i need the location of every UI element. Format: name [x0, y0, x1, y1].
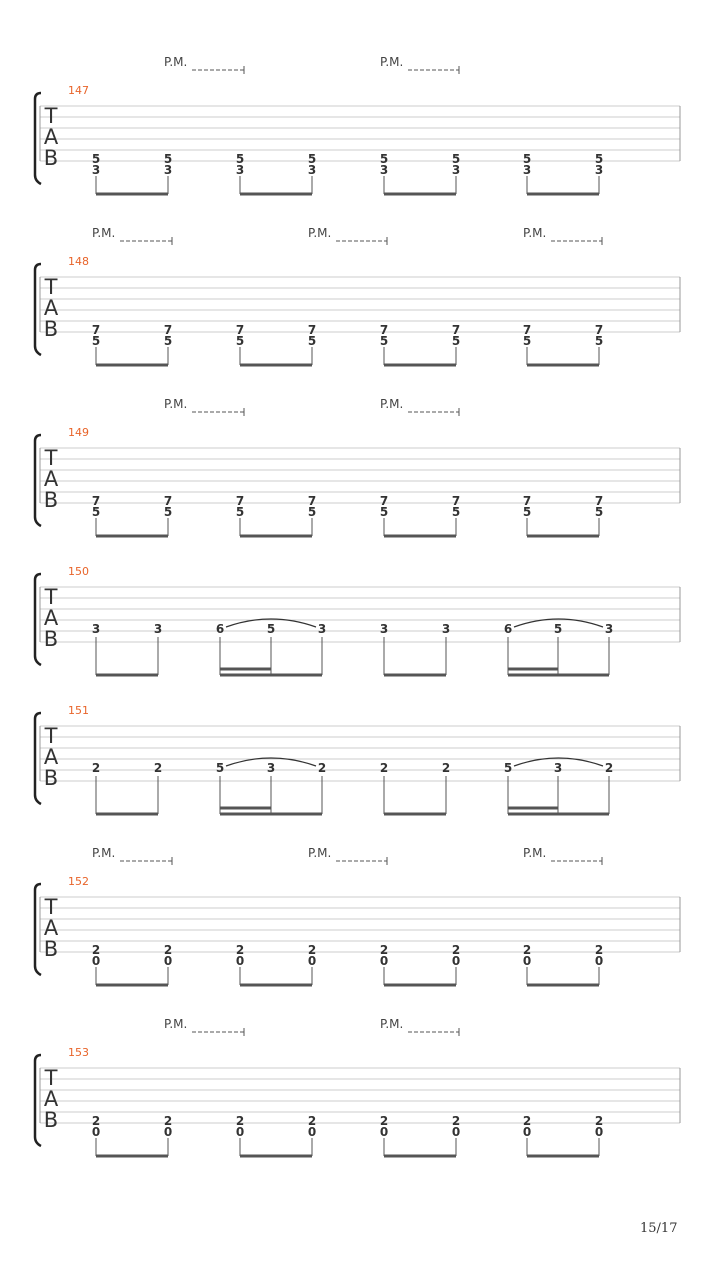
fret-number: 3 — [379, 622, 389, 636]
fret-number: 7 — [451, 494, 461, 508]
fret-number: 3 — [441, 622, 451, 636]
fret-number: 7 — [522, 494, 532, 508]
tab-clef-letter: T — [44, 104, 58, 128]
fret-number: 5 — [235, 334, 245, 348]
fret-number: 7 — [379, 323, 389, 337]
fret-number: 0 — [163, 954, 173, 968]
measure-number: 150 — [68, 565, 89, 578]
fret-number: 5 — [503, 761, 513, 775]
palm-mute-label: P.M. — [308, 226, 332, 240]
measure-number: 147 — [68, 84, 89, 97]
fret-number: 0 — [235, 954, 245, 968]
fret-number: 7 — [307, 494, 317, 508]
tab-clef-letter: B — [43, 317, 59, 341]
measure-number: 148 — [68, 255, 89, 268]
tab-clef-letter: T — [44, 446, 58, 470]
palm-mute-label: P.M. — [523, 846, 547, 860]
palm-mute-label: P.M. — [308, 846, 332, 860]
measure-number: 151 — [68, 704, 89, 717]
fret-number: 5 — [522, 152, 532, 166]
fret-number: 2 — [451, 943, 461, 957]
tab-system — [35, 846, 680, 985]
tab-system — [35, 704, 680, 814]
fret-number: 7 — [594, 494, 604, 508]
tab-clef-letter: T — [44, 724, 58, 748]
fret-number: 0 — [307, 1125, 317, 1139]
fret-number: 6 — [503, 622, 513, 636]
fret-number: 3 — [91, 622, 101, 636]
tab-clef-letter: B — [43, 627, 59, 651]
measure-number: 149 — [68, 426, 89, 439]
fret-number: 6 — [215, 622, 225, 636]
fret-number: 3 — [451, 163, 461, 177]
fret-number: 2 — [522, 943, 532, 957]
fret-number: 0 — [307, 954, 317, 968]
fret-number: 5 — [235, 505, 245, 519]
fret-number: 0 — [594, 954, 604, 968]
fret-number: 0 — [594, 1125, 604, 1139]
fret-number: 5 — [163, 505, 173, 519]
page-number: 15/17 — [640, 1221, 678, 1236]
fret-number: 5 — [215, 761, 225, 775]
fret-number: 7 — [594, 323, 604, 337]
fret-number: 0 — [91, 954, 101, 968]
palm-mute-label: P.M. — [164, 55, 188, 69]
fret-number: 3 — [153, 622, 163, 636]
fret-number: 5 — [163, 152, 173, 166]
fret-number: 5 — [379, 152, 389, 166]
tab-clef-letter: T — [44, 895, 58, 919]
fret-number: 3 — [91, 163, 101, 177]
fret-number: 7 — [522, 323, 532, 337]
fret-number: 7 — [307, 323, 317, 337]
fret-number: 7 — [91, 494, 101, 508]
fret-number: 5 — [163, 334, 173, 348]
fret-number: 3 — [522, 163, 532, 177]
fret-number: 5 — [266, 622, 276, 636]
fret-number: 5 — [235, 152, 245, 166]
fret-number: 5 — [91, 505, 101, 519]
fret-number: 5 — [553, 622, 563, 636]
fret-number: 3 — [594, 163, 604, 177]
fret-number: 3 — [163, 163, 173, 177]
measure-number: 152 — [68, 875, 89, 888]
fret-number: 5 — [594, 505, 604, 519]
fret-number: 5 — [594, 334, 604, 348]
tab-system — [35, 397, 680, 536]
fret-number: 5 — [451, 334, 461, 348]
fret-number: 7 — [163, 494, 173, 508]
measure-number: 153 — [68, 1046, 89, 1059]
fret-number: 3 — [266, 761, 276, 775]
fret-number: 5 — [91, 152, 101, 166]
palm-mute-label: P.M. — [523, 226, 547, 240]
fret-number: 2 — [379, 761, 389, 775]
palm-mute-label: P.M. — [92, 846, 116, 860]
fret-number: 0 — [451, 954, 461, 968]
palm-mute-label: P.M. — [164, 397, 188, 411]
fret-number: 5 — [379, 505, 389, 519]
fret-number: 3 — [317, 622, 327, 636]
tab-clef-letter: A — [43, 916, 59, 940]
fret-number: 2 — [594, 943, 604, 957]
fret-number: 5 — [522, 505, 532, 519]
fret-number: 0 — [451, 1125, 461, 1139]
fret-number: 3 — [553, 761, 563, 775]
fret-number: 0 — [522, 1125, 532, 1139]
tab-clef-letter: B — [43, 488, 59, 512]
tab-clef-letter: B — [43, 1108, 59, 1132]
fret-number: 5 — [379, 334, 389, 348]
fret-number: 3 — [235, 163, 245, 177]
fret-number: 7 — [235, 494, 245, 508]
fret-number: 0 — [91, 1125, 101, 1139]
fret-number: 7 — [91, 323, 101, 337]
tab-clef-letter: B — [43, 766, 59, 790]
fret-number: 2 — [451, 1114, 461, 1128]
fret-number: 5 — [307, 152, 317, 166]
fret-number: 2 — [522, 1114, 532, 1128]
fret-number: 7 — [163, 323, 173, 337]
fret-number: 2 — [91, 943, 101, 957]
tab-clef-letter: A — [43, 1087, 59, 1111]
fret-number: 2 — [163, 943, 173, 957]
palm-mute-label: P.M. — [380, 55, 404, 69]
fret-number: 5 — [451, 152, 461, 166]
tab-system — [35, 226, 680, 365]
fret-number: 5 — [594, 152, 604, 166]
palm-mute-label: P.M. — [380, 1017, 404, 1031]
fret-number: 2 — [594, 1114, 604, 1128]
tab-clef-letter: T — [44, 1066, 58, 1090]
palm-mute-label: P.M. — [164, 1017, 188, 1031]
fret-number: 3 — [379, 163, 389, 177]
fret-number: 2 — [307, 1114, 317, 1128]
tab-system — [35, 55, 680, 194]
fret-number: 0 — [235, 1125, 245, 1139]
fret-number: 0 — [522, 954, 532, 968]
fret-number: 2 — [235, 1114, 245, 1128]
fret-number: 7 — [379, 494, 389, 508]
fret-number: 0 — [379, 1125, 389, 1139]
fret-number: 2 — [441, 761, 451, 775]
fret-number: 2 — [379, 943, 389, 957]
fret-number: 2 — [163, 1114, 173, 1128]
palm-mute-label: P.M. — [380, 397, 404, 411]
tab-clef-letter: A — [43, 296, 59, 320]
fret-number: 7 — [235, 323, 245, 337]
fret-number: 7 — [451, 323, 461, 337]
fret-number: 2 — [379, 1114, 389, 1128]
fret-number: 2 — [317, 761, 327, 775]
fret-number: 2 — [604, 761, 614, 775]
fret-number: 0 — [163, 1125, 173, 1139]
tab-clef-letter: B — [43, 937, 59, 961]
fret-number: 5 — [451, 505, 461, 519]
tab-clef-letter: T — [44, 275, 58, 299]
fret-number: 2 — [91, 761, 101, 775]
tab-clef-letter: B — [43, 146, 59, 170]
tab-clef-letter: A — [43, 125, 59, 149]
fret-number: 5 — [307, 334, 317, 348]
fret-number: 2 — [307, 943, 317, 957]
tab-clef-letter: A — [43, 467, 59, 491]
fret-number: 3 — [604, 622, 614, 636]
tab-system — [35, 565, 680, 675]
fret-number: 5 — [91, 334, 101, 348]
fret-number: 2 — [153, 761, 163, 775]
tab-system — [35, 1017, 680, 1156]
tab-clef-letter: A — [43, 745, 59, 769]
tab-clef-letter: T — [44, 585, 58, 609]
palm-mute-label: P.M. — [92, 226, 116, 240]
fret-number: 2 — [91, 1114, 101, 1128]
fret-number: 5 — [522, 334, 532, 348]
fret-number: 5 — [307, 505, 317, 519]
fret-number: 3 — [307, 163, 317, 177]
fret-number: 2 — [235, 943, 245, 957]
tab-clef-letter: A — [43, 606, 59, 630]
fret-number: 0 — [379, 954, 389, 968]
